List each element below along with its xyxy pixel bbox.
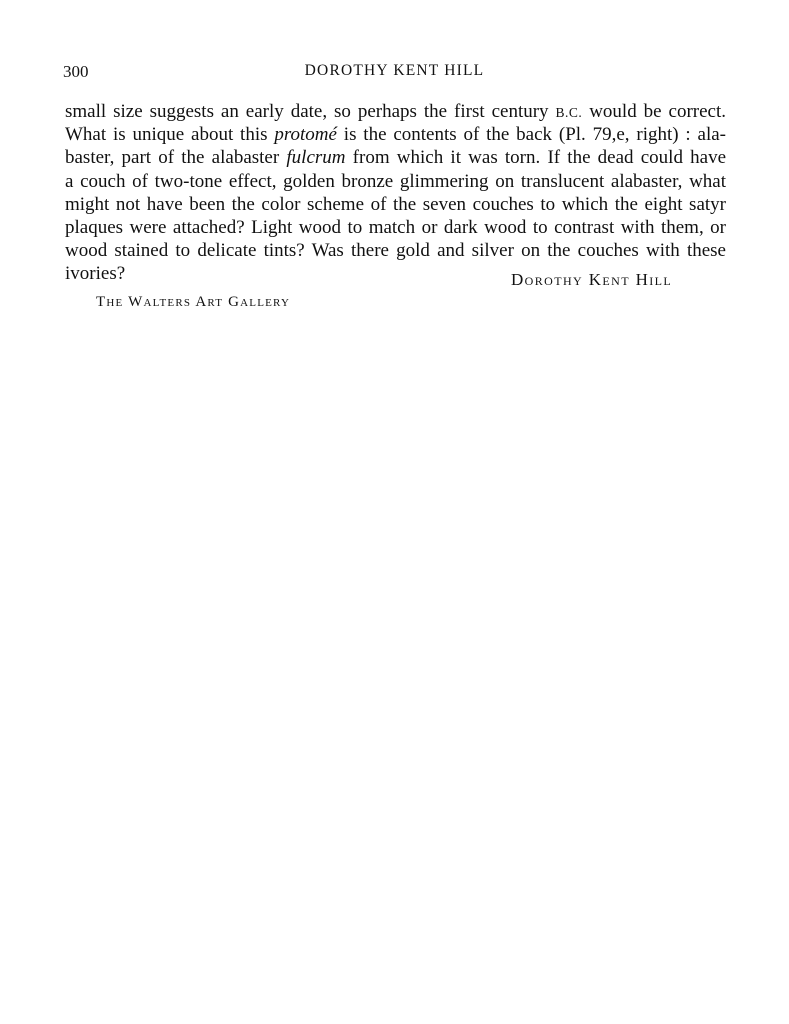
text-line-2-part-b: is the contents of the back (Pl. 79,e, right) : ala- [336,124,726,146]
running-head: DOROTHY KENT HILL [304,62,485,79]
page-number: 300 [63,62,89,81]
text-line-3-part-a: baster, part of the alabaster [65,147,287,169]
text-line-2 [65,123,726,146]
italic-term-fulcrum: fulcrum [286,147,346,169]
text-line-4: a couch of two-tone effect, golden bronze glimmering on translucent alabaster, what [65,170,726,192]
text-line-3-part-b: from which it was torn. If the dead could have [345,147,727,169]
italic-term-protome: protomé [274,124,337,146]
text-line-1-part-a: small size suggests an early date, so perhaps the first century [65,101,556,122]
body-text [65,100,726,286]
text-line-8: ivories? [65,263,126,285]
author-affiliation: The Walters Art Gallery [96,294,291,310]
text-line-2-part-a: What is unique about this [65,124,275,146]
text-line-5: might not have been the color scheme of the seven couches to which the eight satyr [65,193,726,215]
text-line-3 [65,146,726,169]
text-line-7: wood stained to delicate tints? Was there gold and silver on the couches with these [65,240,726,262]
text-line-1 [65,100,726,123]
text-line-6: plaques were attached? Light wood to match or dark wood to contrast with them, or [65,216,726,238]
author-signature: Dorothy Kent Hill [511,270,673,289]
era-abbreviation: B.C. [555,105,583,120]
text-line-1-part-b: would be correct. [582,101,726,122]
